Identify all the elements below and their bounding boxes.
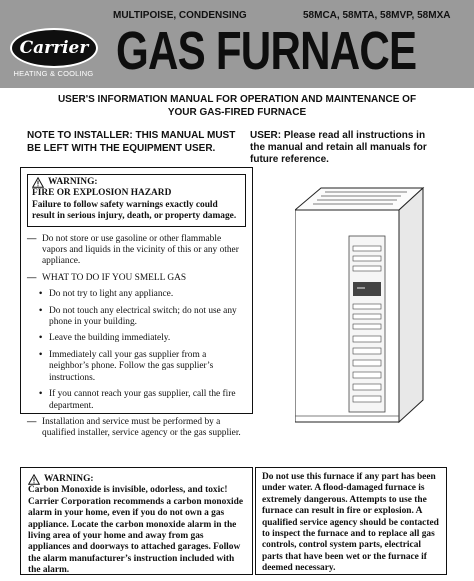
warning-item: — Installation and service must be performed by a qualified installer, service agency or the gas supplier. — [27, 417, 246, 440]
manual-heading — [0, 93, 474, 119]
bullet-text: Do not try to light any appliance. — [49, 289, 174, 300]
model-numbers: 58MCA, 58MTA, 58MVP, 58MXA — [303, 10, 451, 21]
note-to-installer: NOTE TO INSTALLER: THIS MANUAL MUST BE LEFT WITH THE EQUIPMENT USER. — [27, 130, 236, 154]
logo-oval — [10, 28, 98, 68]
warning-triangle-icon — [28, 474, 40, 485]
bullet-text: Leave the building immediately. — [49, 333, 171, 344]
brand-name: Carrier — [19, 38, 89, 58]
warning-item-text: Installation and service must be performed by a qualified installer, service agency or the gas supplier. — [42, 416, 241, 439]
bullet-item: • Immediately call your gas supplier from a neighbor’s phone. Follow the gas supplier’s instructions. — [39, 350, 246, 384]
carbon-monoxide-text: Carbon Monoxide is invisible, odorless, and toxic! Carrier Corporation recommends a carbon monoxide alarm in your home, even if you do not own a gas appliance. Locate the carbon monoxide alarm in the living area of your home and away from gas appliances and doorways to attached garages. Follow the alarm manufacturer’s instruction included with the alarm. — [28, 485, 243, 576]
bullet-text: If you cannot reach your gas supplier, call the fire department. — [49, 389, 236, 411]
document-title: GAS FURNACE — [116, 21, 417, 81]
bullet-text: Immediately call your gas supplier from a neighbor’s phone. Follow the gas supplier’s instructions. — [49, 349, 214, 383]
warning-item: — WHAT TO DO IF YOU SMELL GAS — [27, 272, 187, 283]
title-banner — [0, 0, 474, 88]
bullet-item: • If you cannot reach your gas supplier, call the fire department. — [39, 389, 246, 412]
carbon-monoxide-warning-box — [20, 467, 253, 575]
warning-header — [27, 174, 246, 227]
warning-item-text: WHAT TO DO IF YOU SMELL GAS — [42, 272, 187, 283]
carrier-logo — [6, 28, 101, 80]
series-label: MULTIPOISE, CONDENSING — [113, 10, 247, 21]
hazard-title: FIRE OR EXPLOSION HAZARD — [32, 188, 172, 199]
warning-item: — Do not store or use gasoline or other flammable vapors and liquids in the vicinity of this or any other appliance. — [27, 234, 246, 268]
bullet-item: • Leave the building immediately. — [39, 333, 171, 344]
manual-heading-line-2: YOUR GAS-FIRED FURNACE — [167, 107, 307, 118]
warning-label: WARNING: — [48, 177, 98, 187]
fire-explosion-warning-box — [20, 167, 253, 439]
flood-damage-notice: Do not use this furnace if any part has been under water. A flood-damaged furnace is extremely dangerous. Attempts to use the furnace can result in fire or explosion. A qualified service agency should be contacted to inspect the furnace and to replace all gas controls, control system parts, electrical parts that have been wet or the furnace if deemed necessary. — [255, 467, 447, 575]
brand-tagline: HEATING & COOLING — [13, 69, 94, 78]
hazard-description: Failure to follow safety warnings exactly could result in serious injury, death, or property damage. — [32, 199, 237, 222]
bullet-item: • Do not touch any electrical switch; do not use any phone in your building. — [39, 306, 246, 329]
manual-heading-line-1: USER'S INFORMATION MANUAL FOR OPERATION AND MAINTENANCE OF — [57, 94, 417, 105]
user-note: USER: Please read all instructions in the manual and retain all manuals for future reference. — [250, 130, 427, 165]
warning-triangle-icon — [32, 177, 44, 188]
bullet-text: Do not touch any electrical switch; do not use any phone in your building. — [49, 305, 237, 328]
furnace-illustration — [295, 186, 425, 426]
bullet-item: • Do not try to light any appliance. — [39, 289, 174, 300]
warning-item-text: Do not store or use gasoline or other flammable vapors and liquids in the vicinity of this or any other appliance. — [42, 233, 239, 267]
warning-header — [28, 474, 245, 485]
warning-label: WARNING: — [44, 474, 94, 484]
